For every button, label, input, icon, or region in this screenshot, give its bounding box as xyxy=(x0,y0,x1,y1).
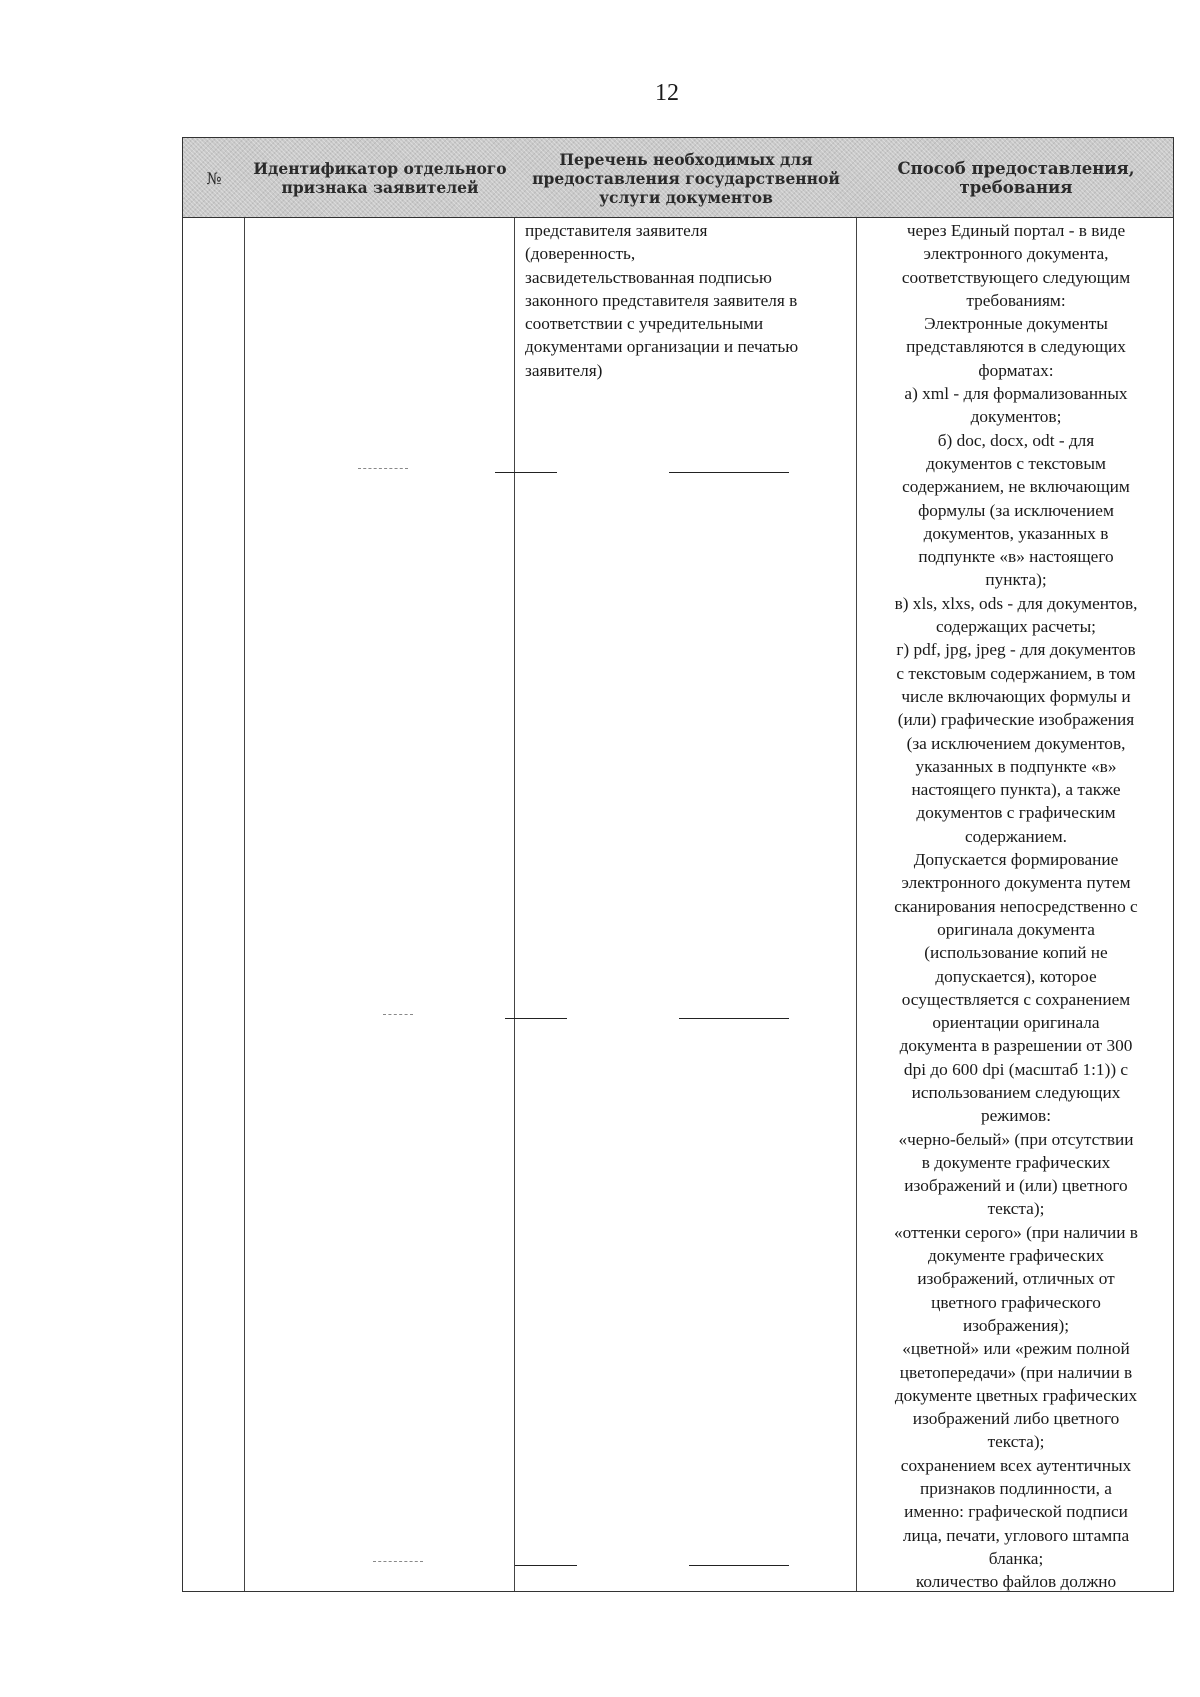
scan-mark xyxy=(505,1018,567,1019)
method-text-line: изображений и (или) цветного xyxy=(904,1176,1128,1196)
method-text-line: электронного документа путем xyxy=(901,873,1131,893)
method-text-line: документов, указанных в xyxy=(923,523,1109,543)
method-text-line: изображений либо цветного xyxy=(912,1409,1120,1429)
documents-text-line: (доверенность, xyxy=(525,244,636,264)
method-text-line: через Единый портал - в виде xyxy=(906,221,1126,240)
method-cell xyxy=(857,218,1175,1594)
header-number: № xyxy=(206,168,222,188)
documents-text-line: соответствии с учредительными xyxy=(525,314,764,334)
method-text-line: документе графических xyxy=(928,1246,1104,1266)
method-text-line: допускается), которое xyxy=(935,966,1097,986)
header-method: Способ предоставления, требования xyxy=(897,159,1135,197)
method-text-line: с текстовым содержанием, в том xyxy=(896,663,1136,683)
method-text-line: именно: графической подписи xyxy=(904,1502,1128,1522)
method-text-line: цветного графического xyxy=(931,1292,1101,1312)
method-text-line: текста); xyxy=(987,1199,1045,1219)
method-text-line: формулы (за исключением xyxy=(918,500,1114,520)
method-text-line: а) xml - для формализованных xyxy=(904,384,1128,404)
method-text-line: (за исключением документов, xyxy=(906,733,1126,753)
scan-mark xyxy=(495,472,557,473)
documents-text-line: законного представителя заявителя в xyxy=(525,290,798,310)
header-applicant-identifier: Идентификатор отдельного признака заявителей xyxy=(253,159,507,197)
documents-text-line: заявителя) xyxy=(525,360,603,380)
method-text-line: осуществляется с сохранением xyxy=(901,989,1131,1009)
method-text-line: соответствующего следующим xyxy=(901,267,1131,287)
method-text-line: «оттенки серого» (при наличии в xyxy=(894,1222,1138,1242)
method-text-line: изображения); xyxy=(962,1315,1070,1335)
method-text-line: подпункте «в» настоящего xyxy=(918,547,1114,567)
table-header-row xyxy=(183,138,1173,218)
method-text-line: признаков подлинности, а xyxy=(920,1479,1112,1499)
method-text-line: «черно-белый» (при отсутствии xyxy=(898,1129,1134,1149)
method-text-line: документов; xyxy=(970,407,1062,427)
scan-mark xyxy=(669,472,789,473)
method-text-line: документа в разрешении от 300 xyxy=(899,1036,1133,1056)
method-text-line: цветопередачи» (при наличии в xyxy=(899,1362,1133,1382)
documents-text-line: документами организации и печатью xyxy=(525,337,799,357)
method-text-line: текста); xyxy=(987,1432,1045,1452)
method-text-line: сканирования непосредственно с xyxy=(894,896,1138,916)
method-text-line: Электронные документы xyxy=(924,314,1108,334)
column-applicant-identifier xyxy=(245,138,515,1591)
method-text-line: изображений, отличных от xyxy=(917,1269,1115,1289)
documents-text-line: засвидетельствованная подписью xyxy=(525,267,772,287)
method-text-line: бланка; xyxy=(988,1548,1044,1568)
header-documents: Перечень необходимых для предоставления государственной услуги документов xyxy=(532,149,840,207)
method-text-line: лица, печати, углового штампа xyxy=(902,1525,1130,1545)
method-text-line: в документе графических xyxy=(921,1152,1111,1172)
method-text-line: Допускается формирование xyxy=(913,850,1119,870)
scan-mark xyxy=(383,1014,413,1015)
scan-mark xyxy=(373,1561,423,1562)
scan-mark xyxy=(515,1565,577,1566)
method-text-line: документе цветных графических xyxy=(894,1385,1138,1405)
method-text-line: числе включающих формулы и xyxy=(901,686,1131,706)
scan-mark xyxy=(679,1018,789,1019)
method-text-line: представляются в следующих xyxy=(906,337,1126,357)
method-text-line: документов с текстовым xyxy=(926,453,1106,473)
page-number: 12 xyxy=(655,80,679,106)
column-number xyxy=(183,138,245,1591)
method-text-line: г) pdf, jpg, jpeg - для документов xyxy=(896,640,1136,660)
method-text-line: электронного документа, xyxy=(923,244,1109,264)
method-text-line: форматах: xyxy=(978,360,1054,380)
method-text-line: dpi до 600 dpi (масштаб 1:1)) с xyxy=(903,1059,1129,1079)
method-text-line: содержащих расчеты; xyxy=(935,617,1096,637)
method-text-line: (использование копий не xyxy=(924,943,1108,963)
method-text-line: б) doc, docx, odt - для xyxy=(937,430,1095,450)
documents-cell xyxy=(515,218,857,382)
documents-text-line: представителя заявителя xyxy=(525,221,708,240)
method-text-line: «цветной» или «режим полной xyxy=(902,1339,1130,1359)
method-text-line: содержанием, не включающим xyxy=(902,477,1130,497)
scan-mark xyxy=(689,1565,789,1566)
method-text-line: указанных в подпункте «в» xyxy=(915,756,1117,776)
method-text-line: ориентации оригинала xyxy=(932,1013,1100,1033)
method-text-line: режимов: xyxy=(980,1106,1052,1126)
method-text-line: количество файлов должно xyxy=(915,1572,1117,1592)
method-text-line: требованиям: xyxy=(966,290,1066,310)
method-text-line: (или) графические изображения xyxy=(897,710,1135,730)
method-text-line: документов с графическим xyxy=(916,803,1116,823)
scan-mark xyxy=(358,468,408,469)
method-text-line: использованием следующих xyxy=(911,1082,1121,1102)
method-text-line: пункта); xyxy=(985,570,1047,590)
method-text-line: сохранением всех аутентичных xyxy=(900,1455,1132,1475)
requirements-table xyxy=(182,137,1174,1592)
method-text-line: настоящего пункта), а также xyxy=(911,780,1121,800)
method-text-line: содержанием. xyxy=(965,826,1067,846)
method-text-line: в) xls, xlxs, ods - для документов, xyxy=(894,593,1138,613)
method-text-line: оригинала документа xyxy=(937,919,1095,939)
